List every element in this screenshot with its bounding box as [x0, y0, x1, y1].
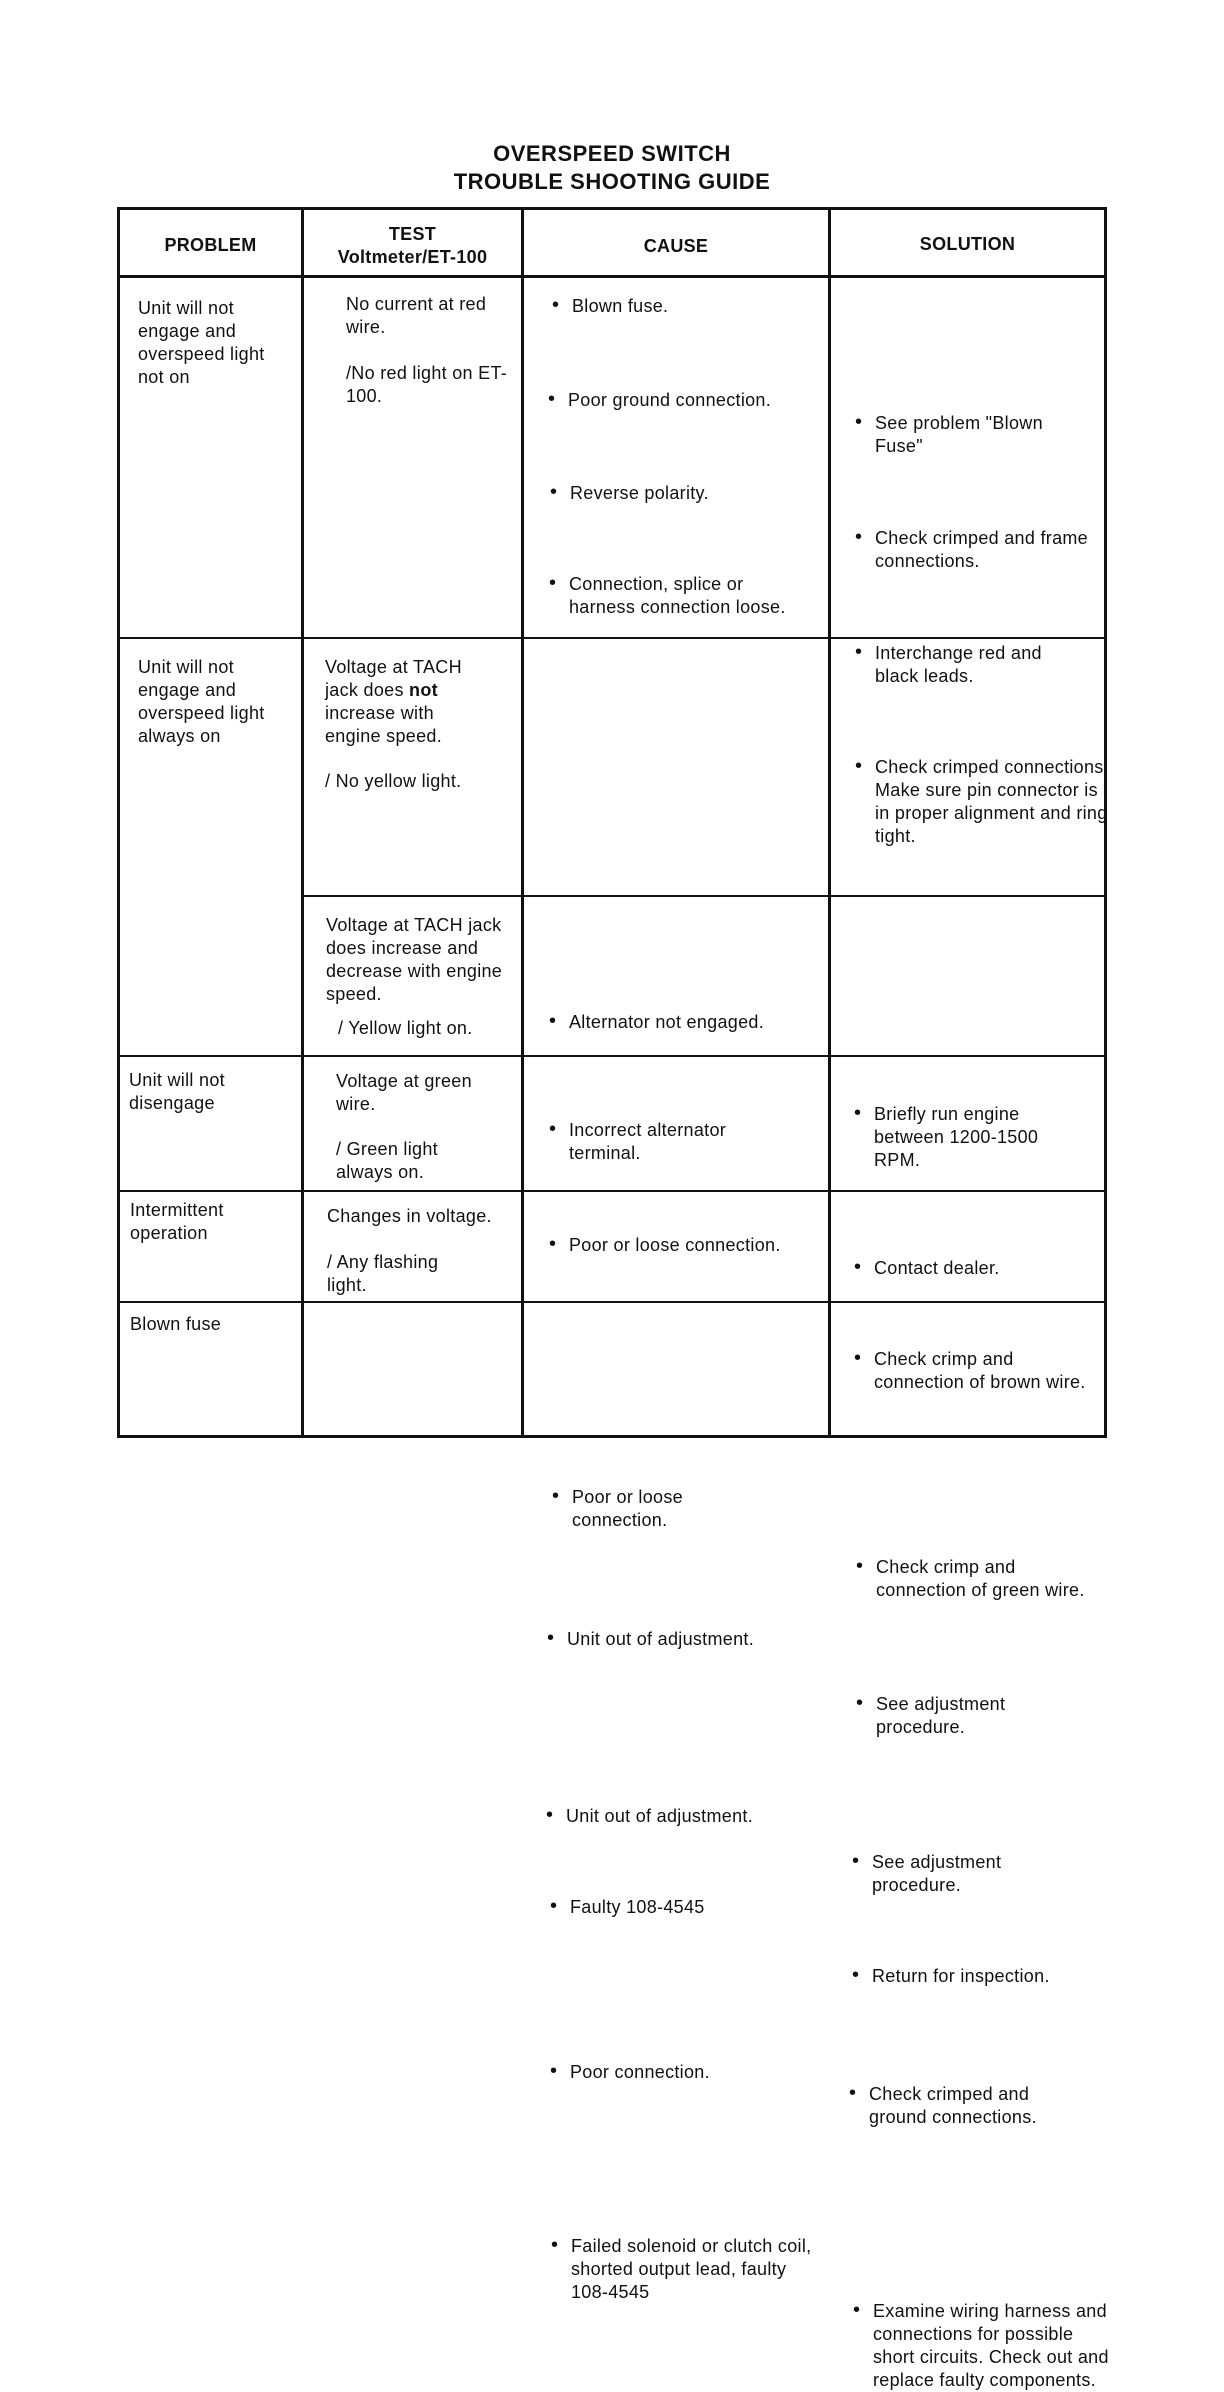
- row-2a-cause-3: • Poor or loose connection.: [548, 1234, 799, 1257]
- row-divider-1: [117, 637, 1107, 639]
- row-5-cause-1: • Failed solenoid or clutch coil, shorted output lead, faulty 108-4545: [550, 2235, 821, 2304]
- row-2a-test-light: / No yellow light.: [325, 771, 462, 791]
- row-1-solution-2: • Check crimped and frame connections.: [854, 527, 1090, 573]
- row-divider-2a: [301, 895, 1107, 897]
- row-1-cause-3: • Reverse polarity.: [549, 482, 830, 505]
- row-2b-solution-2: • See adjustment procedure.: [855, 1693, 1091, 1739]
- row-1-test-light: /No red light on ET-100.: [346, 363, 508, 406]
- row-1-solution-3: • Interchange red and black leads.: [854, 642, 1090, 688]
- row-2b-test-light: / Yellow light on.: [338, 1018, 473, 1038]
- table-border-bottom: [117, 1435, 1107, 1438]
- row-2b-test-reading: Voltage at TACH jack does increase and decrease with engine speed.: [326, 915, 503, 1004]
- row-3-solution-1: • See adjustment procedure.: [851, 1851, 1087, 1897]
- row-1-cause-2: • Poor ground connection.: [547, 389, 838, 412]
- row-divider-3: [117, 1190, 1107, 1192]
- row-2a-solution-2: • Contact dealer.: [853, 1257, 1089, 1280]
- row-4-test-light: / Any flashing light.: [327, 1252, 439, 1295]
- header-problem: PROBLEM: [164, 235, 257, 255]
- row-3-solution-2: • Return for inspection.: [851, 1965, 1112, 1988]
- document-title-line-1: OVERSPEED SWITCH: [493, 141, 731, 166]
- row-1-problem: Unit will not engage and overspeed light not on: [138, 298, 265, 387]
- row-4-problem: Intermittent operation: [130, 1200, 224, 1243]
- row-2a-cause-2: • Incorrect alternator terminal.: [548, 1119, 799, 1165]
- column-divider-1: [301, 207, 304, 1438]
- row-2b-cause-1: • Poor or loose connection.: [551, 1486, 772, 1532]
- table-border-left: [117, 207, 120, 1438]
- header-solution: SOLUTION: [919, 234, 1016, 254]
- row-2a-test-reading: [325, 656, 495, 748]
- row-divider-4: [117, 1301, 1107, 1303]
- header-test-title: TEST: [388, 224, 437, 244]
- header-test-subtitle: Voltmeter/ET-100: [337, 247, 488, 267]
- troubleshooting-table: [117, 207, 1109, 2390]
- row-2b-solution-1: • Check crimp and connection of green wire.: [855, 1556, 1091, 1602]
- row-3-cause-1: • Unit out of adjustment.: [545, 1805, 836, 1828]
- header-cause: CAUSE: [643, 236, 709, 256]
- row-3-problem: Unit will not disengage: [129, 1070, 225, 1113]
- row-1-solution-4: • Check crimped connections. Make sure pin connector is in proper alignment and ring tight.: [854, 756, 1115, 848]
- table-border-top: [117, 207, 1107, 210]
- row-2a-test-text-after: increase with engine speed.: [325, 703, 442, 746]
- row-1-test-reading: No current at red wire.: [346, 294, 487, 337]
- row-1-cause-4: • Connection, splice or harness connection loose.: [548, 573, 794, 619]
- row-3-test-reading: Voltage at green wire.: [336, 1071, 472, 1114]
- row-5-problem: Blown fuse: [130, 1314, 222, 1334]
- document-title-line-2: TROUBLE SHOOTING GUIDE: [453, 169, 771, 194]
- row-2a-solution-1: • Briefly run engine between 1200-1500 RPM.: [853, 1103, 1074, 1172]
- row-2a-cause-1: • Alternator not engaged.: [548, 1011, 839, 1034]
- row-2a-solution-3: • Check crimp and connection of brown wire.: [853, 1348, 1089, 1394]
- row-2a-test-emphasis: not: [409, 680, 438, 700]
- row-divider-2: [117, 1055, 1107, 1057]
- row-1-cause-1: • Blown fuse.: [551, 295, 832, 318]
- row-1-solution-1: • See problem "Blown Fuse": [854, 412, 1090, 458]
- row-5-solution-1: • Examine wiring harness and connections for possible short circuits. Check out and replace faulty components.: [852, 2300, 1113, 2392]
- row-2a-test-text-before: Voltage at TACH jack does: [325, 657, 462, 700]
- row-2b-cause-2: • Unit out of adjustment.: [546, 1628, 837, 1651]
- row-4-test-reading: Changes in voltage.: [327, 1206, 492, 1226]
- row-3-test-light: / Green light always on.: [336, 1139, 438, 1182]
- row-3-cause-2: • Faulty 108-4545: [549, 1896, 830, 1919]
- row-4-cause-1: • Poor connection.: [549, 2061, 830, 2084]
- row-2-problem: Unit will not engage and overspeed light always on: [138, 657, 265, 746]
- header-test: [304, 223, 521, 269]
- column-divider-2: [521, 207, 524, 1438]
- row-4-solution-1: • Check crimped and ground connections.: [848, 2083, 1084, 2129]
- header-divider: [117, 275, 1107, 278]
